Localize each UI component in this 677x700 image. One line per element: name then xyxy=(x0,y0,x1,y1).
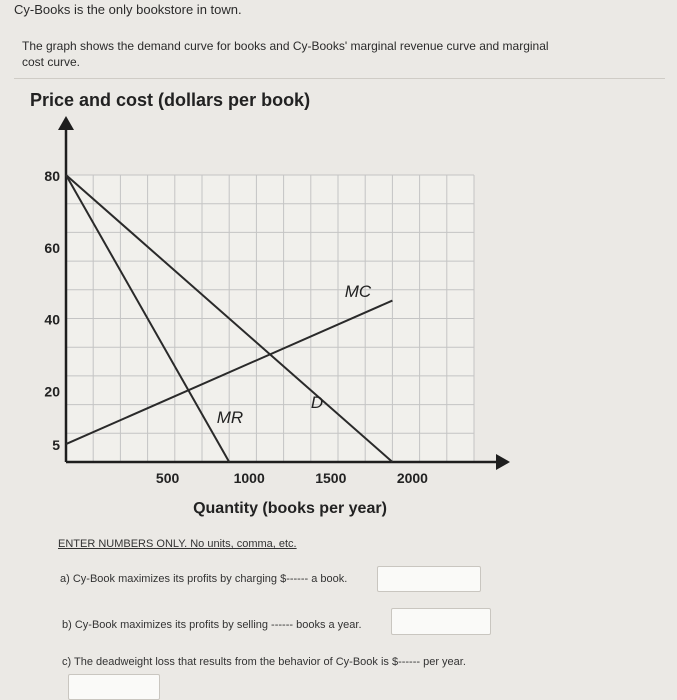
x-axis-title: Quantity (books per year) xyxy=(193,500,387,517)
question-a: a) Cy-Book maximizes its profits by charging $------ a book. xyxy=(60,573,348,585)
y-axis-arrow xyxy=(58,116,74,130)
answer-c-input[interactable] xyxy=(68,674,160,700)
x-tick-label: 1500 xyxy=(315,470,347,486)
y-tick-label: 80 xyxy=(44,168,60,184)
y-tick-label: 60 xyxy=(44,239,60,256)
intro-line-2: The graph shows the demand curve for books and Cy-Books' marginal revenue curve and marginal xyxy=(22,39,549,53)
y-tick-label: 5 xyxy=(52,437,60,454)
x-tick-label: 1000 xyxy=(233,470,265,486)
question-c: c) The deadweight loss that results from the behavior of Cy-Book is $------ per year. xyxy=(62,656,466,668)
intro-line-1: Cy-Books is the only bookstore in town. xyxy=(14,2,242,17)
x-axis-arrow xyxy=(496,454,510,470)
x-tick-label: 500 xyxy=(155,470,180,486)
answer-b-input[interactable] xyxy=(391,608,491,635)
y-tick-label: 20 xyxy=(44,383,60,400)
question-b: b) Cy-Book maximizes its profits by selling ------ books a year. xyxy=(62,619,362,631)
x-tick-label: 2000 xyxy=(396,470,428,486)
intro-line-3: cost curve. xyxy=(22,55,81,69)
instructions: ENTER NUMBERS ONLY. No units, comma, etc. xyxy=(58,538,297,550)
y-axis-title: Price and cost (dollars per book) xyxy=(30,90,311,110)
plot-area xyxy=(66,175,474,462)
answer-a-input[interactable] xyxy=(377,566,481,592)
series-mr-label: MR xyxy=(216,408,244,427)
series-d-label: D xyxy=(310,393,324,412)
y-tick-label: 40 xyxy=(44,311,60,328)
series-mc-label: MC xyxy=(344,282,372,301)
